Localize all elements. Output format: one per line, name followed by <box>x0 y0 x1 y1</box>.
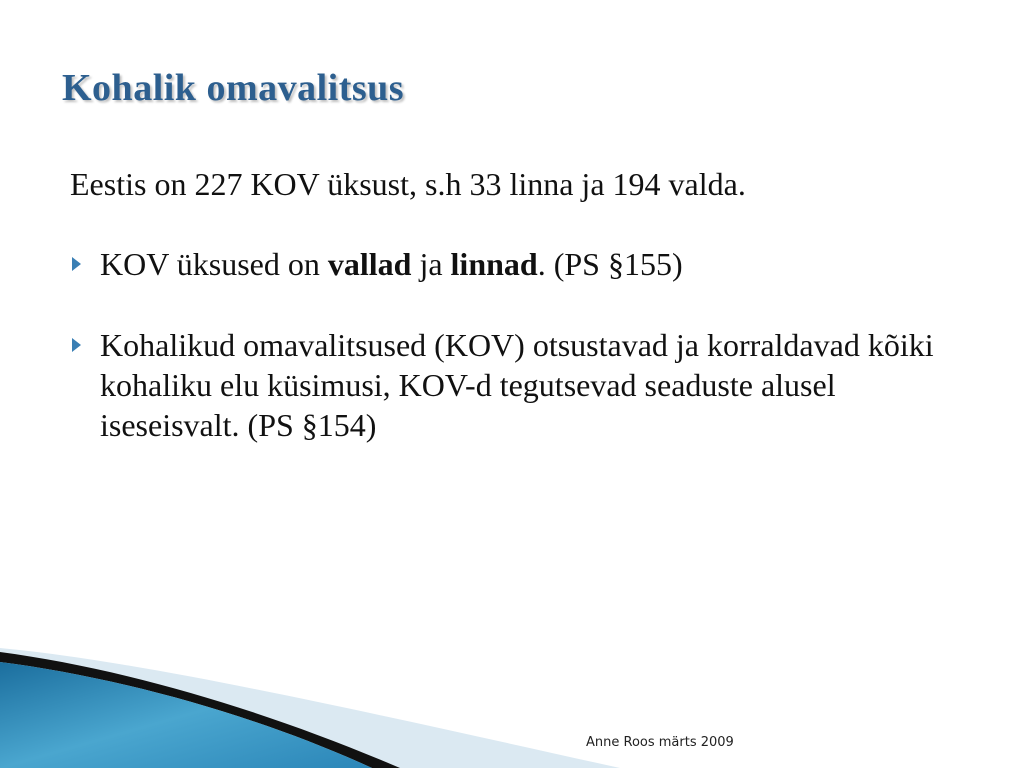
bullet-1-bold-vallad: vallad <box>327 246 412 282</box>
intro-text: Eestis on 227 KOV üksust, s.h 33 linna ja 194 valda. <box>70 166 746 202</box>
bullet-1-bold-linnad: linnad <box>450 246 538 282</box>
bullet-1-prefix: KOV üksused on <box>100 246 328 282</box>
bullet-1-suffix: . (PS §155) <box>537 246 683 282</box>
bullet-1-middle: ja <box>411 246 451 282</box>
footer-author-date: Anne Roos märts 2009 <box>586 735 734 750</box>
slide-title: Kohalik omavalitsus <box>62 67 405 109</box>
bullet-2-text: Kohalikud omavalitsused (KOV) otsustavad ja korraldavad kõiki kohaliku elu küsimusi, KOV-d tegutsevad seaduste alusel iseseisvalt. (PS §154) <box>100 327 934 443</box>
